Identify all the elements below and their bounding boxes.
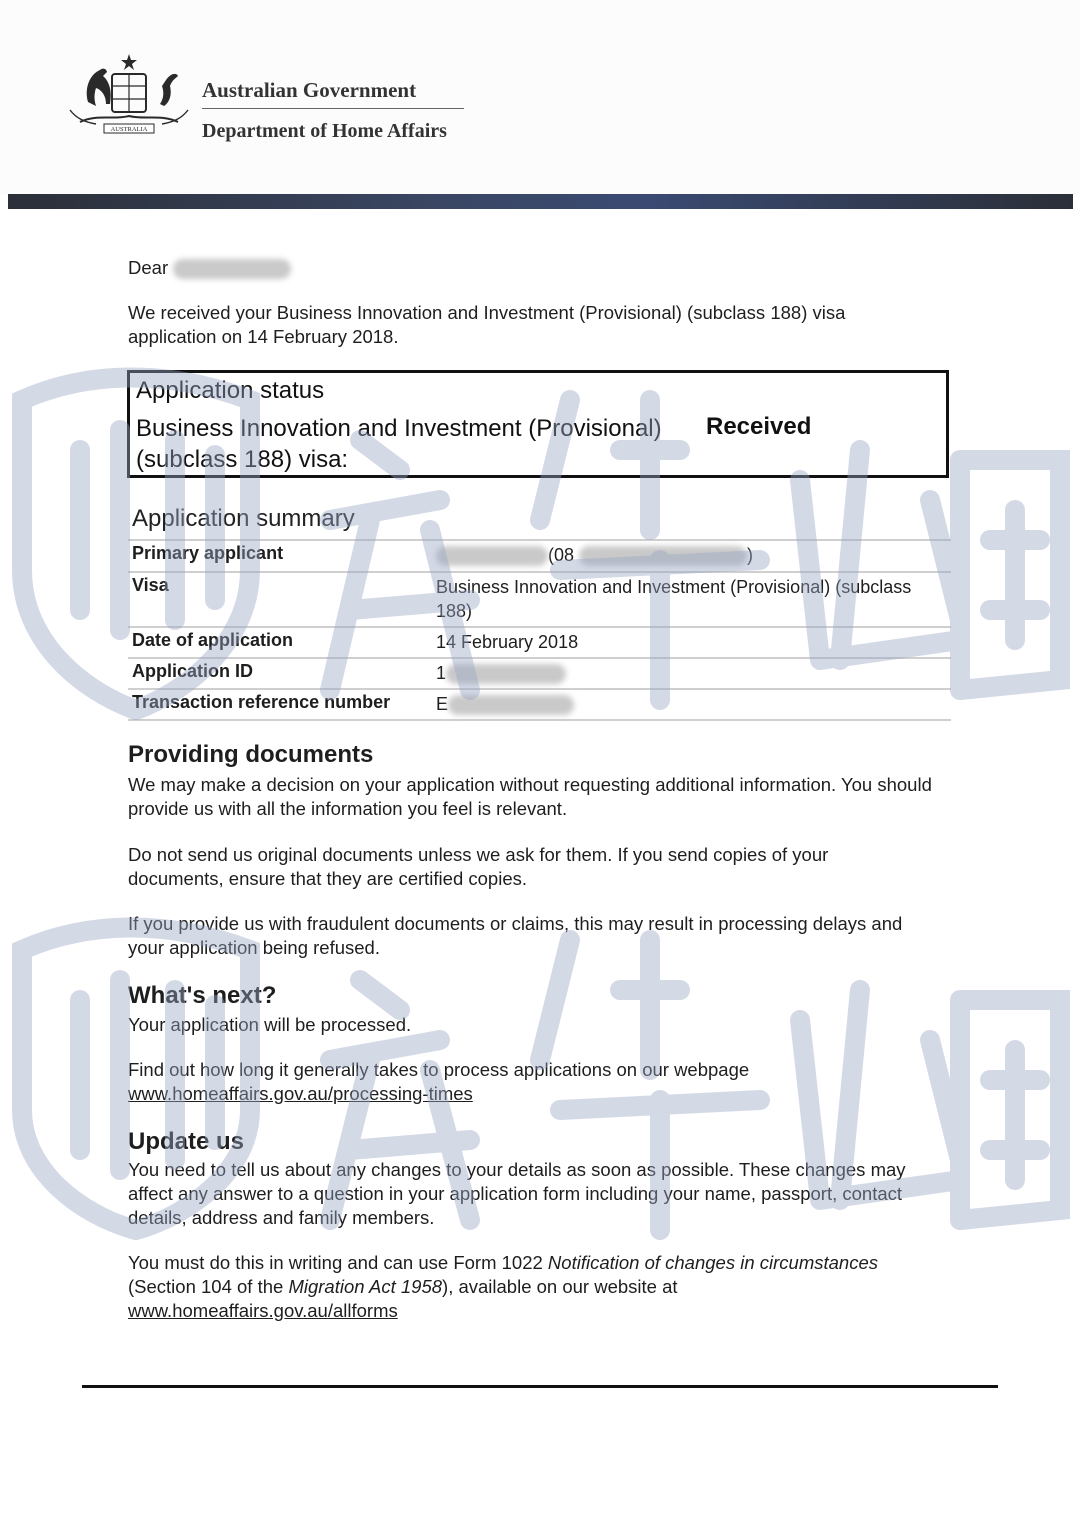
row-label: Application ID <box>132 661 253 681</box>
header-bar <box>8 194 1073 209</box>
application-status-box <box>127 370 949 478</box>
row-value: Business Innovation and Investment (Provisional) (subclass 188) <box>436 577 912 621</box>
documents-paragraph-1: We may make a decision on your application without requesting additional information. You should provide us with all the information you feel is relevant. <box>128 774 932 819</box>
table-row <box>128 541 951 573</box>
row-label: Visa <box>132 575 169 595</box>
crest-motto: AUSTRALIA <box>110 126 148 133</box>
row-label: Date of application <box>132 630 294 650</box>
redacted-name <box>173 259 291 279</box>
salutation-line <box>128 256 291 280</box>
documents-heading: Providing documents <box>128 741 374 768</box>
documents-paragraph-3: If you provide us with fraudulent documents or claims, this may result in processing delays and your application being refused. <box>128 913 903 958</box>
update-paragraph-2: You must do this in writing and can use Form 1022 Notification of changes in circumstances (Section 104 of the Migration Act 1958), available on our website at www.homeaffairs.gov.au/allforms <box>128 1252 878 1321</box>
coat-of-arms-logo <box>66 52 192 144</box>
status-visa: Business Innovation and Investment (Provisional) (subclass 188) visa: <box>136 415 662 473</box>
summary-title: Application summary <box>132 505 355 532</box>
row-label: Transaction reference number <box>132 692 391 712</box>
update-paragraph-1: You need to tell us about any changes to your details as soon as possible. These changes may affect any answer to a question in your application form including your name, passport, contact details, address and family members. <box>128 1159 906 1228</box>
header-divider <box>202 108 464 109</box>
intro-paragraph: We received your Business Innovation and Investment (Provisional) (subclass 188) visa application on 14 February 2018. <box>128 302 846 347</box>
whats-next-heading: What's next? <box>128 982 277 1009</box>
row-value: (08 ) <box>436 543 916 567</box>
redacted-applicant-name <box>436 546 548 566</box>
redacted-transaction-ref <box>448 695 574 715</box>
allforms-link[interactable]: www.homeaffairs.gov.au/allforms <box>128 1300 398 1321</box>
table-row <box>128 659 951 690</box>
redacted-birthdate <box>579 546 747 566</box>
salutation: Dear <box>128 257 169 278</box>
government-name: Australian Government <box>202 78 417 102</box>
row-value: 14 February 2018 <box>436 632 579 652</box>
whats-next-paragraph-2: Find out how long it generally takes to process applications on our webpage www.homeaffairs.gov.au/processing-times <box>128 1059 750 1104</box>
update-heading: Update us <box>128 1128 245 1155</box>
status-title: Application status <box>136 377 325 404</box>
processing-times-link[interactable]: www.homeaffairs.gov.au/processing-times <box>128 1083 473 1104</box>
redacted-application-id <box>446 664 566 684</box>
row-value: 1 <box>436 661 916 685</box>
row-value: E <box>436 692 916 716</box>
footer-divider <box>82 1385 998 1388</box>
department-name: Department of Home Affairs <box>202 120 447 142</box>
table-row <box>128 573 951 628</box>
whats-next-paragraph-1: Your application will be processed. <box>128 1014 412 1035</box>
table-row <box>128 690 951 721</box>
status-value: Received <box>706 413 812 440</box>
row-label: Primary applicant <box>132 543 284 563</box>
table-row <box>128 628 951 659</box>
documents-paragraph-2: Do not send us original documents unless we ask for them. If you send copies of your documents, ensure that they are certified copies. <box>128 844 829 889</box>
